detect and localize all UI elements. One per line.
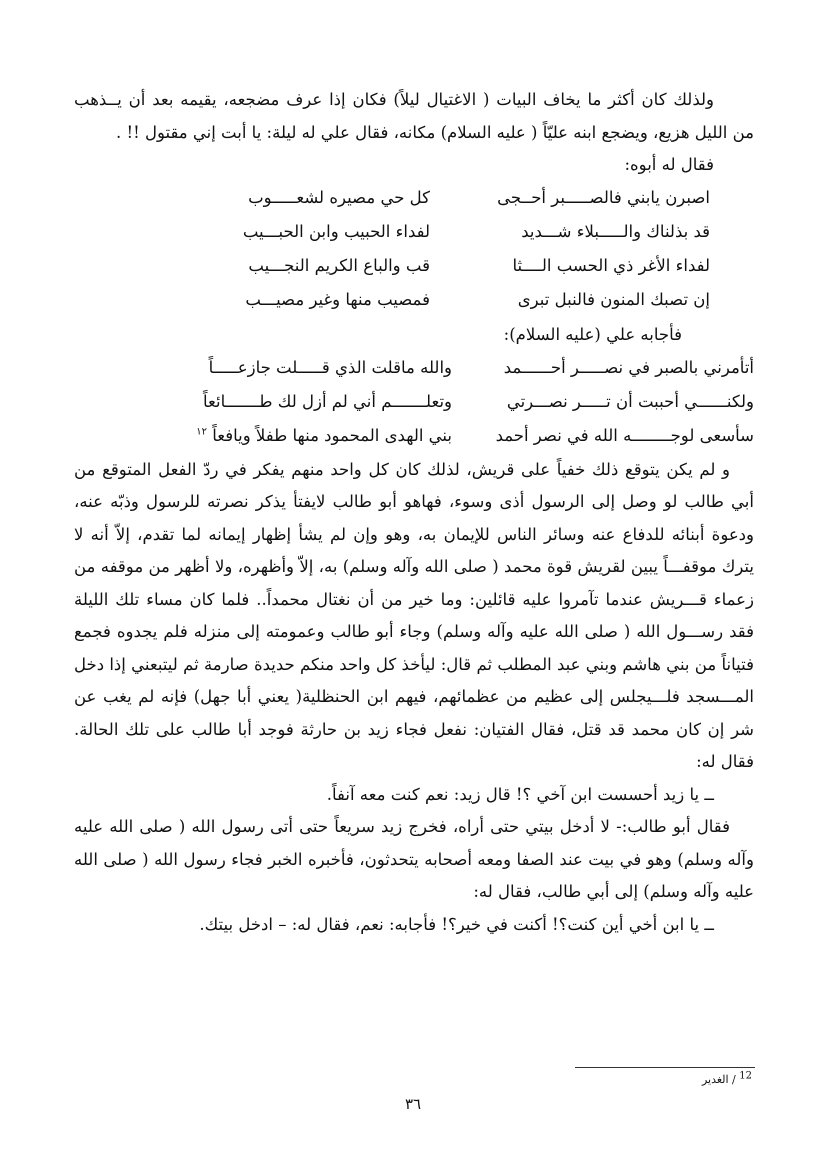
poem-1-verse bbox=[74, 250, 710, 284]
poem-2-verse bbox=[74, 420, 754, 454]
verse-hemistich-2 bbox=[196, 420, 464, 453]
footnote-reference[interactable]: ١٢ bbox=[196, 426, 207, 438]
verse-hemistich-2: لفداء الحبيب وابن الحبـــيب bbox=[242, 222, 430, 242]
poem-2 bbox=[74, 352, 754, 454]
verse-hemistich-2: كل حي مصيره لشعـــــوب bbox=[248, 188, 430, 208]
poem-2-verse bbox=[74, 352, 754, 386]
verse-hemistich-2: فمصيب منها وغير مصيـــب bbox=[245, 290, 430, 310]
verse-hemistich-1: سأسعى لوجــــــــه الله في نصر أحمد bbox=[495, 426, 754, 446]
poem-1-verse bbox=[74, 182, 710, 216]
footnote-number: 12 bbox=[739, 1070, 752, 1082]
footnote-text: / الغدير bbox=[701, 1073, 740, 1086]
verse-text: بني الهدى المحمود منها طفلاً ويافعاً bbox=[212, 426, 452, 446]
poem-1-verse bbox=[74, 216, 710, 250]
page-number: ٣٦ bbox=[404, 1095, 422, 1113]
paragraph-4: ــ يا زيد أحسست ابن آخي ؟! قال زيد: نعم كنت معه آنفاً. bbox=[326, 784, 714, 804]
paragraph-2: فقال له أبوه: bbox=[624, 155, 714, 174]
poem-2-verse bbox=[74, 386, 754, 420]
paragraph-5: فقال أبو طالب:- لا أدخل بيتي حتى أراه، فخرج زيد سريعاً حتى أتى رسول الله ( صلى الله عليه وآله وسلم) وهو في بيت عند الصفا ومعه أصحابه يتحدثون، فأخبره الخبر فجاء رسول الله ( صلى الله عليه وآله وسلم) إلى أبي طالب، فقال له: bbox=[74, 817, 754, 901]
poem-1 bbox=[74, 182, 754, 318]
verse-hemistich-2: قب والباع الكريم النجـــيب bbox=[248, 256, 430, 276]
verse-hemistich-2: والله ماقلت الذي قـــــلت جازعـــــاً bbox=[208, 358, 452, 378]
paragraph-3: و لم يكن يتوقع ذلك خفياً على قريش، لذلك كان كل واحد منهم يفكر في ردّ الفعل المتوقع من أبي طالب لو وصل إلى الرسول أذى وسوء، فهاهو أبو طالب لايفتأ يذكر نصرته للرسول وذبّه عنه، ودعوة أبنائه للدفاع عنه وسائر الناس للإيمان به، وهو وإن لم يشأ إظهار إيمانه لما تقدم، إلاّ أنه لا يترك موقفـــاً يبين لقريش قوة محمد ( صلى الله وآله وسلم) به، إلاّ وأظهره، ولا أظهر من موقفه من زعماء قـــريش عندما تآمروا عليه قائلين: وما خير من أن نغتال محمداً.. فلما كان مساء تلك الليلة فقد رســـول الله ( صلى الله عليه وآله وسلم) وجاء أبو طالب وعمومته إلى منزله فلم يجدوه فجمع فتياناً من بني هاشم وبني عبد المطلب ثم قال: ليأخذ كل واحد منكم حديدة صارمة ثم ليتبعني إذا دخل المـــسجد فلـــيجلس إلى عظيم من عظمائهم، فيهم ابن الحنظلية( يعني أبا جهل) فإنه لم يغب عن شر إن كان محمد قد قتل، فقال الفتيان: نفعل فجاء زيد بن حارثة فوجد أبا طالب على تلك الحالة. فقال له: bbox=[74, 459, 754, 771]
poem-1-verse bbox=[74, 284, 710, 318]
verse-hemistich-1: إن تصبك المنون فالنبل تبرى bbox=[517, 290, 710, 310]
verse-hemistich-1: أتأمرني بالصبر في نصـــــر أحــــــمد bbox=[503, 358, 754, 378]
main-text bbox=[74, 84, 754, 941]
verse-hemistich-2: وتعلـــــــم أني لم أزل لك طـــــــائعاً bbox=[202, 392, 452, 412]
poem-2-intro: فأجابه علي (عليه السلام): bbox=[503, 324, 682, 344]
verse-hemistich-1: اصبرن يابني فالصـــــبر أحــجى bbox=[497, 188, 710, 208]
verse-hemistich-1: قد بذلناك والـــــبلاء شـــديد bbox=[521, 222, 710, 242]
paragraph-6: ــ يا ابن أخي أين كنت؟! أكنت في خير؟! فأجابه: نعم، فقال له: – ادخل بيتك. bbox=[199, 914, 714, 934]
paragraph-1: ولذلك كان أكثر ما يخاف البيات ( الاغتيال ليلاً) فكان إذا عرف مضجعه، يقيمه بعد أن يــذهب من الليل هزيع، ويضجع ابنه عليّاً ( عليه السلام) مكانه، فقال علي له ليلة: يا أبت إني مقتول !! . bbox=[74, 90, 754, 142]
verse-hemistich-1: لفداء الأغر ذي الحسب الــــثا bbox=[512, 256, 710, 276]
footnote-separator bbox=[575, 1067, 755, 1068]
verse-hemistich-1: ولكنــــــي أحببت أن تـــــر نصـــرتي bbox=[506, 392, 754, 412]
footnote bbox=[352, 1072, 752, 1088]
